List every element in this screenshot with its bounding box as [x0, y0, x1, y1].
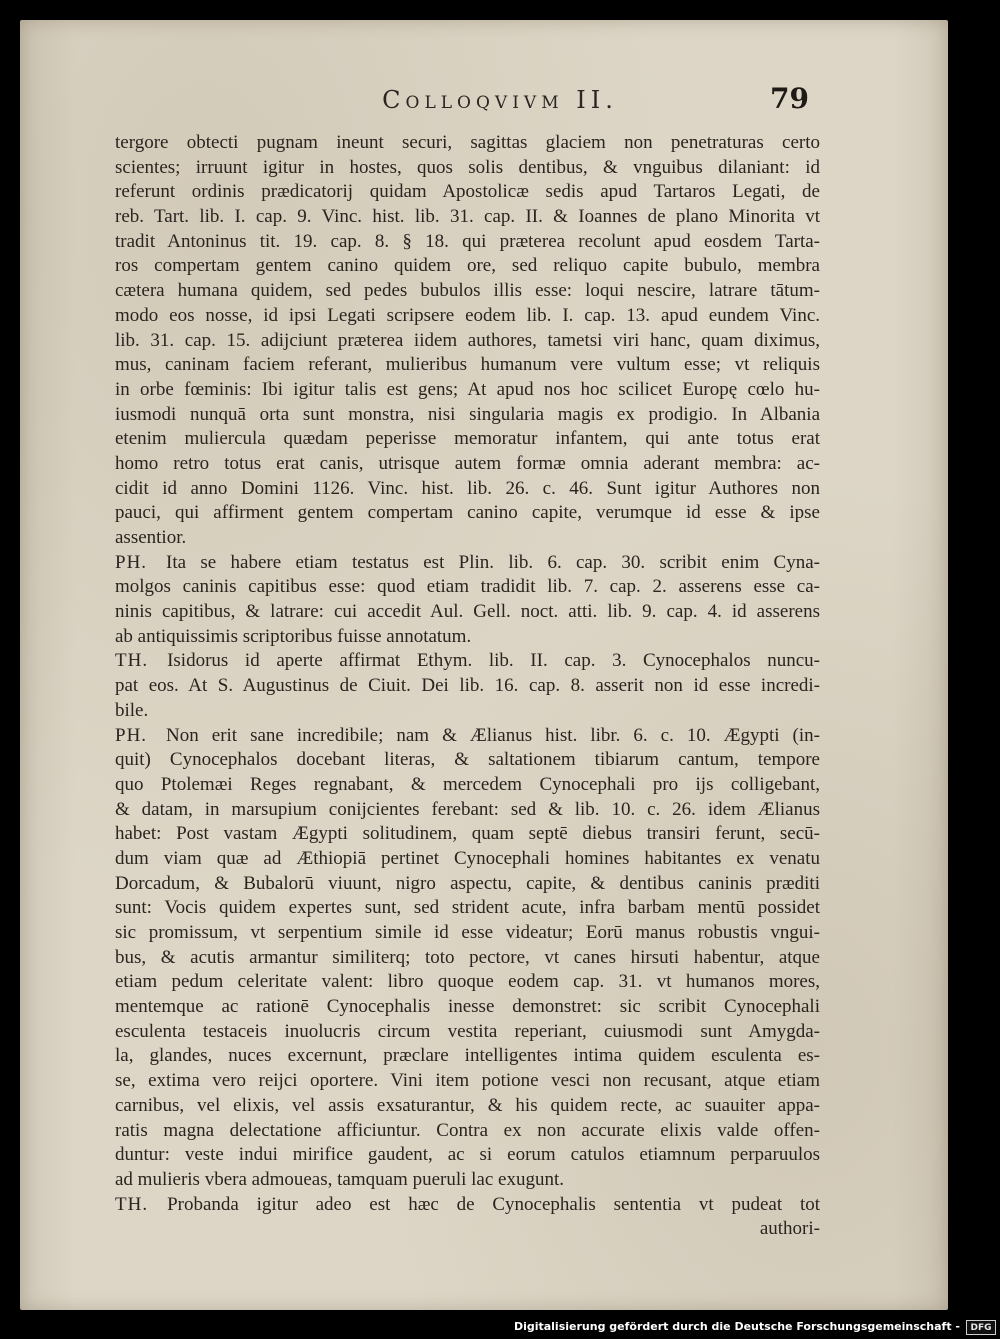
text-line — [115, 946, 820, 971]
line-text: referunt ordinis prædicatorij quidam Apostolicæ sedis apud Tartaros Legati, de — [115, 181, 820, 203]
text-line — [115, 378, 820, 403]
line-text: cætera humana quidem, sed pedes bubulos illis esse: loqui nescire, latrare tātum- — [115, 280, 820, 302]
line-text: scientes; irruunt igitur in hostes, quos solis dentibus, & vnguibus dilaniant: id — [115, 156, 820, 178]
speaker-label: PH. — [115, 551, 148, 573]
line-text: Ita se habere etiam testatus est Plin. lib. 6. cap. 30. scribit enim Cyna- — [166, 551, 820, 573]
dfg-logo: DFG — [966, 1320, 996, 1335]
text-line — [115, 625, 820, 650]
line-text: Isidorus id aperte affirmat Ethym. lib. II. cap. 3. Cynocephalos nuncu- — [167, 650, 820, 672]
footer-credit: Digitalisierung gefördert durch die Deutsche Forschungsgemeinschaft - — [513, 1320, 960, 1333]
line-text: homo retro totus erat canis, utrisque autem formæ omnia aderant membra: ac- — [115, 452, 820, 474]
text-line — [115, 921, 820, 946]
line-text: quit) Cynocephalos docebant literas, & saltationem tibiarum cantum, tempore — [115, 749, 820, 771]
line-text: ab antiquissimis scriptoribus fuisse annotatum. — [115, 625, 472, 647]
line-text: sic promissum, vt serpentium simile id esse videatur; Eorū manus robustis vngui- — [115, 922, 820, 943]
text-line — [115, 501, 820, 526]
text-line — [115, 353, 820, 378]
text-line — [115, 970, 820, 995]
text-line — [115, 329, 820, 354]
text-line — [115, 156, 820, 181]
text-line — [115, 995, 820, 1020]
text-line — [115, 1119, 820, 1144]
text-line — [115, 1044, 820, 1069]
text-line — [115, 1094, 820, 1119]
text-line — [115, 526, 820, 551]
line-text: modo eos nosse, id ipsi Legati scripsere eodem lib. I. cap. 13. apud eundem Vinc. — [115, 304, 820, 326]
text-line — [115, 1217, 820, 1242]
line-text: & datam, in marsupium conijcientes ferebant: sed & lib. 10. c. 26. idem Ælianus — [115, 798, 820, 820]
line-text: habet: Post vastam Ægypti solitudinem, quam septē diebus transiri ferunt, secū- — [115, 823, 820, 845]
text-line — [115, 896, 820, 921]
line-text: bus, & acutis armantur similiterq; toto pectore, vt canes hirsuti habentur, atque — [115, 946, 820, 968]
text-line — [115, 649, 820, 674]
text-line — [115, 427, 820, 452]
text-line — [115, 699, 820, 724]
speaker-label: TH. — [115, 650, 149, 672]
line-text: molgos caninis capitibus esse: quod etiam tradidit lib. 7. cap. 2. asserens esse ca- — [115, 576, 820, 598]
line-text: pat eos. At S. Augustinus de Ciuit. Dei lib. 16. cap. 8. asserit non id esse incredi- — [115, 675, 820, 697]
text-line — [115, 1168, 820, 1193]
line-text: carnibus, vel elixis, vel assis exsaturantur, & his quidem recte, ac suauiter appa- — [115, 1094, 820, 1116]
speaker-label: TH. — [115, 1193, 149, 1215]
text-line — [115, 674, 820, 699]
body-text — [115, 131, 820, 1242]
line-text: assentior. — [115, 527, 187, 548]
line-text: iusmodi nunquā orta sunt monstra, nisi singularia magis ex prodigio. In Albania — [115, 403, 820, 425]
line-text: pauci, qui affirment gentem compertam canino capite, verumque id esse & ipse — [115, 502, 820, 524]
text-line — [115, 1143, 820, 1168]
text-line — [115, 1069, 820, 1094]
text-line — [115, 724, 820, 749]
text-line — [115, 575, 820, 600]
line-text: bile. — [115, 699, 149, 721]
text-line — [115, 452, 820, 477]
line-text: Non erit sane incredibile; nam & Ælianus hist. libr. 6. c. 10. Ægypti (in- — [166, 724, 820, 746]
text-line — [115, 847, 820, 872]
text-line — [115, 773, 820, 798]
line-text: sunt: Vocis quidem expertes sunt, sed strident acute, infra barbam mentū possidet — [115, 897, 820, 919]
text-line — [115, 304, 820, 329]
line-text: ros compertam gentem canino quidem ore, sed reliquo capite bubulo, membra — [115, 255, 820, 277]
line-text: in orbe fœminis: Ibi igitur talis est gens; At apud nos hoc scilicet Europę cœlo hu- — [115, 378, 820, 400]
line-text: authori- — [759, 1218, 820, 1240]
line-text: Dorcadum, & Bubalorū viuunt, nigro aspectu, capite, & dentibus caninis præditi — [115, 872, 820, 894]
line-text: duntur: veste indui mirifice gaudent, ac si eorum catulos etiamnum perparuulos — [115, 1144, 820, 1166]
text-line — [115, 131, 820, 156]
line-text: tergore obtecti pugnam ineunt securi, sagittas glaciem non penetraturas certo — [115, 132, 820, 153]
digitization-footer — [0, 1317, 1000, 1339]
text-line — [115, 822, 820, 847]
line-text: mus, caninam faciem referant, mulieribus humanum vere vultum esse; vt reliquis — [115, 354, 820, 376]
text-line — [115, 180, 820, 205]
line-text: mentemque ac rationē Cynocephalis inesse demonstret: sic scribit Cynocephali — [115, 996, 820, 1018]
line-text: dum viam quæ ad Æthiopiā pertinet Cynocephali homines habitantes ex venatu — [115, 847, 820, 869]
line-text: se, extima vero reijci oportere. Vini item potione vesci non recusant, atque etiam — [115, 1070, 820, 1092]
line-text: etiam pedum celeritate valent: libro quoque eodem cap. 31. vt humanos mores, — [115, 971, 820, 993]
line-text: tradit Antoninus tit. 19. cap. 8. § 18. qui præterea recolunt apud eosdem Tarta- — [115, 230, 820, 252]
text-line — [115, 205, 820, 230]
text-line — [115, 872, 820, 897]
text-line — [115, 600, 820, 625]
line-text: Probanda igitur adeo est hæc de Cynocephalis sententia vt pudeat tot — [167, 1193, 820, 1215]
text-line — [115, 403, 820, 428]
line-text: esculenta testaceis inuolucris circum vestita reperiant, cuiusmodi sunt Amygda- — [115, 1020, 820, 1042]
text-line — [115, 798, 820, 823]
line-text: lib. 31. cap. 15. adijciunt præterea iidem authores, tametsi viri hanc, quam diximus, — [115, 329, 820, 351]
line-text: la, glandes, nuces excernunt, præclare intelligentes intima quidem esculenta es- — [115, 1045, 820, 1067]
text-line — [115, 1020, 820, 1045]
text-line — [115, 551, 820, 576]
text-line — [115, 477, 820, 502]
running-head: Colloqvivm II. — [382, 86, 618, 114]
text-line — [115, 748, 820, 773]
text-line — [115, 279, 820, 304]
line-text: ratis magna delectatione afficiuntur. Contra ex non accurate elixis valde offen- — [115, 1119, 820, 1141]
text-line — [115, 230, 820, 255]
speaker-label: PH. — [115, 724, 148, 746]
line-text: quo Ptolemæi Reges regnabant, & mercedem Cynocephali pro ijs colligebant, — [115, 773, 820, 795]
line-text: reb. Tart. lib. I. cap. 9. Vinc. hist. lib. 31. cap. II. & Ioannes de plano Minorita vt — [115, 206, 820, 228]
text-line — [115, 254, 820, 279]
line-text: cidit id anno Domini 1126. Vinc. hist. lib. 26. c. 46. Sunt igitur Authores non — [115, 477, 820, 499]
line-text: ninis capitibus, & latrare: cui accedit Aul. Gell. noct. atti. lib. 9. cap. 4. id asserens — [115, 601, 820, 623]
text-line — [115, 1193, 820, 1218]
page-number: 79 — [770, 82, 809, 115]
line-text: ad mulieris vbera admoueas, tamquam pueruli lac exugunt. — [115, 1168, 564, 1190]
line-text: etenim muliercula quædam peperisse memoratur infantem, qui ante totus erat — [115, 428, 820, 450]
